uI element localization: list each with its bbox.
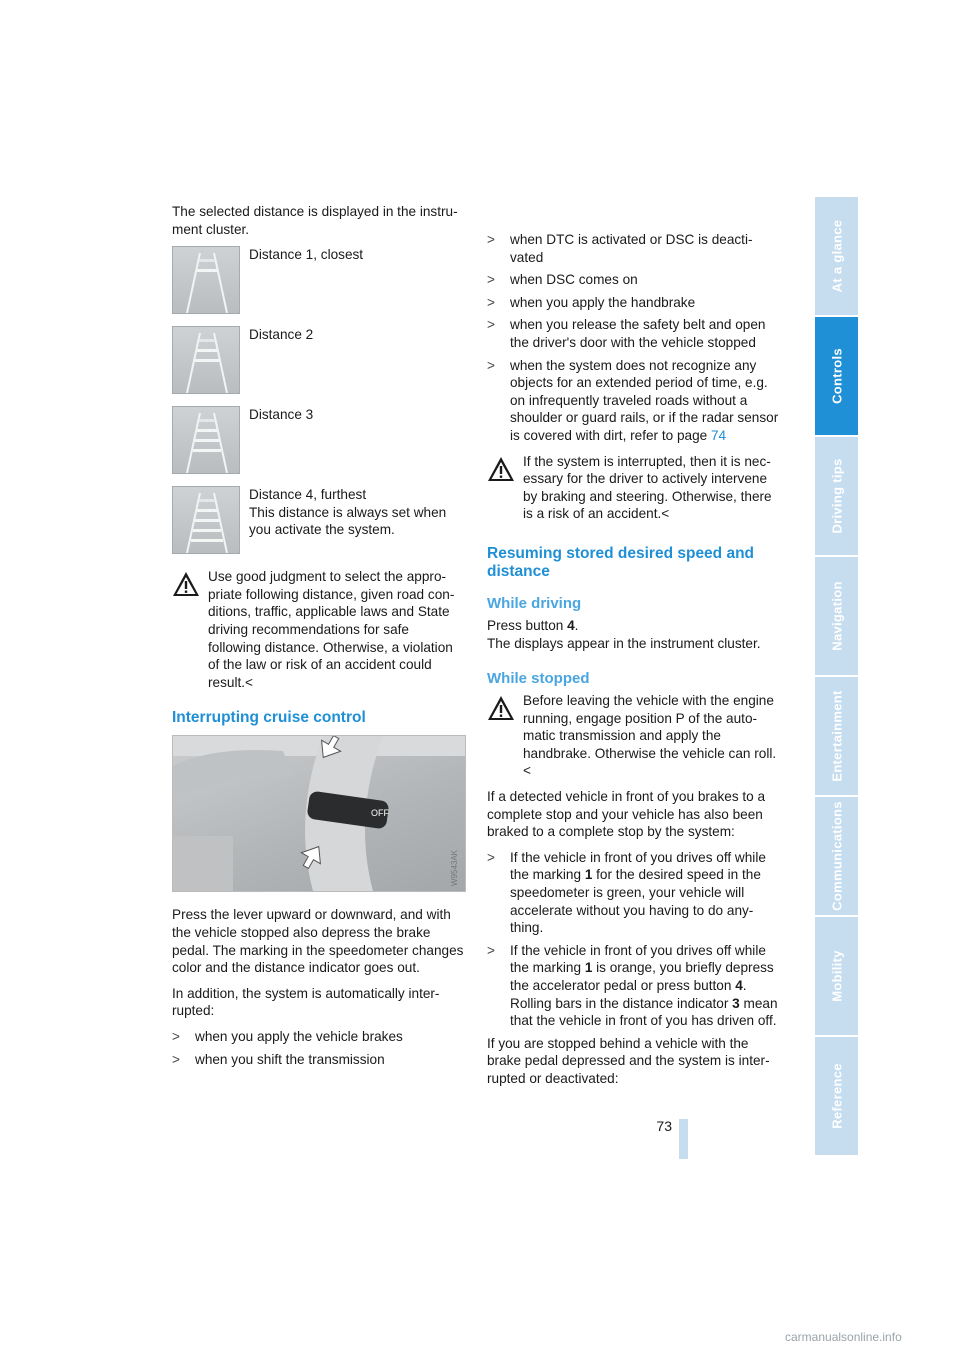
distance-label-4	[249, 486, 464, 539]
chapter-tabs	[815, 197, 858, 1157]
stopped-bullet-2d: mean that the vehicle in front of you has driven off.	[510, 995, 778, 1029]
stopped-bullet-1a: If the vehicle in front of you drives off while the marking	[510, 849, 766, 883]
bullet-text: when you shift the transmission	[195, 1051, 385, 1067]
bullet-text: when you apply the vehicle brakes	[195, 1028, 403, 1044]
press-lever-text: Press the lever upward or downward, and with the vehicle stopped also depress the brake pedal. The marking in the speedometer changes color and the distance indicator goes out.	[172, 907, 464, 976]
indicator-number: 3	[732, 995, 740, 1011]
final-text: If you are stopped behind a vehicle with the brake pedal depressed and the system is inter-rupted or deactivated:	[487, 1035, 770, 1086]
cruise-control-lever-image	[172, 735, 466, 892]
distance-label-4-note: This distance is always set when you activate the system.	[249, 504, 447, 538]
bullet-text: when you apply the handbrake	[510, 294, 696, 310]
left-column	[172, 203, 464, 1073]
distance-indicator-image-4	[172, 486, 240, 554]
tab-communications[interactable]: Communications	[815, 797, 858, 915]
distance-label-4-title: Distance 4, furthest	[249, 487, 367, 503]
distance-label-2: Distance 2	[249, 327, 314, 343]
tab-navigation[interactable]: Navigation	[815, 557, 858, 675]
bullet-text: when the system does not recognize any objects for an extended period of time, e.g. on infrequently traveled roads without a shoulder or guard rails, or if the radar sensor is covered with dirt, refer to page	[510, 357, 779, 443]
bullet-mark: >	[487, 357, 495, 373]
bullet-item	[172, 1051, 464, 1069]
bullet-mark: >	[172, 1028, 180, 1044]
footer-watermark: carmanualsonline.info	[785, 1330, 902, 1344]
bullet-text: when DSC comes on	[510, 272, 638, 288]
heading-resuming: Resuming stored desired speed and distance	[487, 544, 755, 580]
page-number-bar	[679, 1119, 688, 1159]
bullet-item	[487, 231, 780, 266]
tab-entertainment[interactable]: Entertainment	[815, 677, 858, 795]
stopped-bullet-2b: is orange, you briefly depress the accelerator pedal or press button	[510, 960, 774, 993]
warning-triangle-icon	[487, 456, 515, 482]
bullet-item	[172, 1028, 464, 1046]
bullet-mark: >	[487, 272, 495, 288]
distance-indicator-image-3	[172, 406, 240, 474]
bullet-mark: >	[487, 942, 495, 958]
bullet-item	[487, 294, 780, 312]
bullet-text: when you release the safety belt and open the driver's door with the vehicle stopped	[510, 317, 766, 350]
distance-item-4	[172, 486, 464, 568]
bullet-item	[487, 357, 780, 445]
button-number: 4	[735, 978, 743, 993]
brakes-text: If a detected vehicle in front of you brakes to a complete stop and your vehicle has also been braked to a complete stop by the system:	[487, 789, 766, 840]
displays-text: The displays appear in the instrument cluster.	[487, 635, 761, 651]
warning-triangle-icon	[172, 571, 200, 597]
distance-item-3	[172, 406, 464, 486]
tab-driving-tips[interactable]: Driving tips	[815, 437, 858, 555]
intro-text: The selected distance is displayed in the instru-ment cluster.	[172, 204, 458, 237]
distance-indicator-image-1	[172, 246, 240, 314]
heading-while-driving: While driving	[487, 594, 582, 612]
tab-at-a-glance[interactable]: At a glance	[815, 197, 858, 315]
warning-text-1: Use good judgment to select the appro-priate following distance, given road con-ditions, traffic, applicable laws and State driving recommendations for safe following distance. Otherwise, a violation of the law or risk of an accident could result.	[208, 569, 455, 690]
heading-while-stopped: While stopped	[487, 670, 590, 688]
image-code: W9543AK	[450, 850, 459, 887]
stopped-bullet-1b: for the desired speed in the speedometer is green, your vehicle will accelerate without you having to do any-thing.	[510, 867, 761, 936]
warning-text-2: If the system is interrupted, then it is nec-essary for the driver to actively intervene by braking and steering. Otherwise, there is a risk of an accident.	[523, 453, 772, 522]
bullet-item	[487, 316, 780, 351]
bullet-mark: >	[172, 1051, 180, 1067]
tab-reference[interactable]: Reference	[815, 1037, 858, 1155]
end-mark: <	[523, 763, 531, 779]
tab-mobility[interactable]: Mobility	[815, 917, 858, 1035]
press-button-suffix: .	[574, 617, 579, 633]
distance-indicator-image-2	[172, 326, 240, 394]
stopped-bullet-2a: If the vehicle in front of you drives off while the marking	[510, 942, 766, 976]
bullet-text: when DTC is activated or DSC is deacti-vated	[510, 232, 753, 265]
stopped-bullet-2c: . Rolling bars in the distance indicator	[510, 978, 747, 1011]
warning-triangle-icon	[487, 695, 515, 721]
distance-label-1: Distance 1, closest	[249, 247, 364, 263]
warning-note-1	[172, 568, 464, 691]
bullet-mark: >	[487, 294, 495, 310]
bullet-mark: >	[487, 317, 495, 333]
bullet-mark: >	[487, 849, 495, 865]
end-mark: <	[245, 674, 253, 690]
lever-off-label: OFF	[371, 808, 389, 819]
marking-number: 1	[584, 960, 593, 976]
bullet-item	[487, 271, 780, 289]
warning-text-3: Before leaving the vehicle with the engine running, engage position P of the auto-matic transmission and apply the handbrake. Otherwise the vehicle can roll.	[523, 693, 777, 761]
marking-number: 1	[584, 867, 593, 883]
distance-item-2	[172, 326, 464, 406]
press-button-prefix: Press button	[487, 617, 564, 633]
heading-interrupting-cruise-control: Interrupting cruise control	[172, 709, 366, 727]
right-column	[487, 231, 780, 1096]
distance-label-3: Distance 3	[249, 407, 314, 423]
bullet-item	[487, 942, 780, 1030]
end-mark: <	[661, 506, 670, 522]
page-reference-link[interactable]: 74	[710, 427, 727, 443]
bullet-item	[487, 849, 780, 937]
warning-note-2	[487, 453, 780, 523]
distance-item-1	[172, 246, 464, 326]
addition-text: In addition, the system is automatically inter-rupted:	[172, 985, 440, 1019]
page-number: 73	[656, 1118, 672, 1134]
bullet-mark: >	[487, 232, 495, 247]
button-number: 4	[567, 617, 575, 633]
warning-note-3	[487, 692, 780, 780]
tab-controls[interactable]: Controls	[815, 317, 858, 435]
